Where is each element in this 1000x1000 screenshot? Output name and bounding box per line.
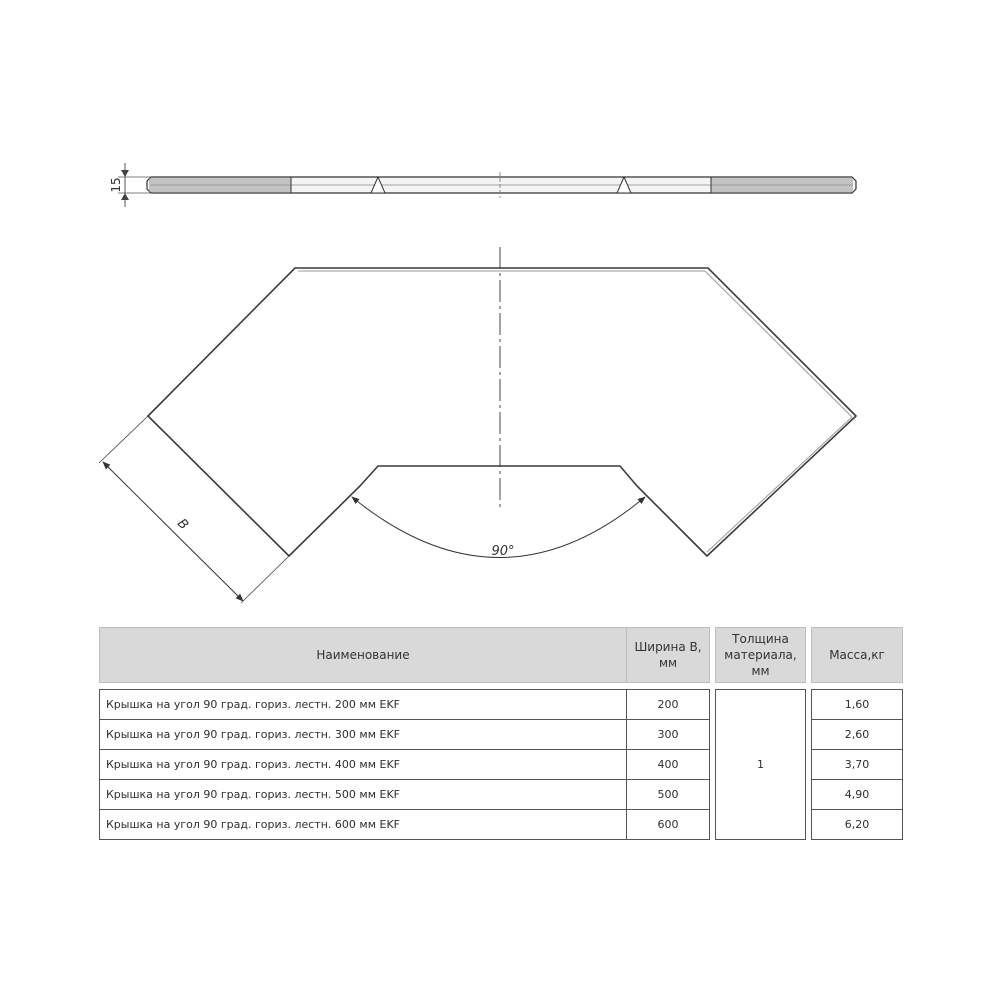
- cell-mass: 3,70: [812, 750, 903, 780]
- cell-gap: [710, 750, 716, 780]
- table-row: [100, 690, 903, 720]
- cell-name: Крышка на угол 90 град. гориз. лестн. 300 мм EKF: [100, 720, 627, 750]
- width-extension-bottom: [241, 556, 289, 603]
- cell-width: 500: [627, 780, 710, 810]
- cell-name: Крышка на угол 90 град. гориз. лестн. 200 мм EKF: [100, 690, 627, 720]
- cell-name: Крышка на угол 90 град. гориз. лестн. 500 мм EKF: [100, 780, 627, 810]
- header-width: [627, 628, 710, 683]
- cell-width: 300: [627, 720, 710, 750]
- cell-gap: [710, 810, 716, 840]
- profile-flange-right: [711, 178, 853, 192]
- header-width-line2: мм: [658, 656, 678, 670]
- cell-width: 600: [627, 810, 710, 840]
- thickness-arrow-top: [121, 170, 129, 177]
- cell-mass: 1,60: [812, 690, 903, 720]
- cell-gap: [710, 780, 716, 810]
- header-width-line1: Ширина B,: [634, 640, 702, 654]
- width-extension-top: [99, 416, 148, 463]
- cell-gap: [710, 720, 716, 750]
- header-thickness: [716, 628, 806, 683]
- profile-flange-left: [149, 178, 291, 192]
- side-view: [109, 163, 856, 207]
- cell-mass: 4,90: [812, 780, 903, 810]
- table-header-row: [100, 628, 903, 683]
- specification-table: [99, 627, 903, 840]
- cell-mass: 6,20: [812, 810, 903, 840]
- cell-name: Крышка на угол 90 град. гориз. лестн. 600 мм EKF: [100, 810, 627, 840]
- header-name: Наименование: [100, 628, 627, 683]
- angle-dim-label: 90°: [491, 544, 515, 559]
- cell-width: 400: [627, 750, 710, 780]
- spacer-cell: [100, 683, 903, 690]
- table-spacer-row: [100, 683, 903, 690]
- plan-view: [99, 247, 856, 603]
- header-mass: Масса,кг: [812, 628, 903, 683]
- header-thickness-line2: материала, мм: [724, 648, 797, 678]
- cell-name: Крышка на угол 90 град. гориз. лестн. 400 мм EKF: [100, 750, 627, 780]
- cell-width: 200: [627, 690, 710, 720]
- thickness-dim-label: 15: [109, 177, 123, 193]
- width-dim-label: B: [174, 516, 191, 533]
- cell-mass: 2,60: [812, 720, 903, 750]
- cell-thickness: 1: [716, 690, 806, 840]
- thickness-arrow-bottom: [121, 193, 129, 200]
- header-thickness-line1: Толщина: [732, 632, 789, 646]
